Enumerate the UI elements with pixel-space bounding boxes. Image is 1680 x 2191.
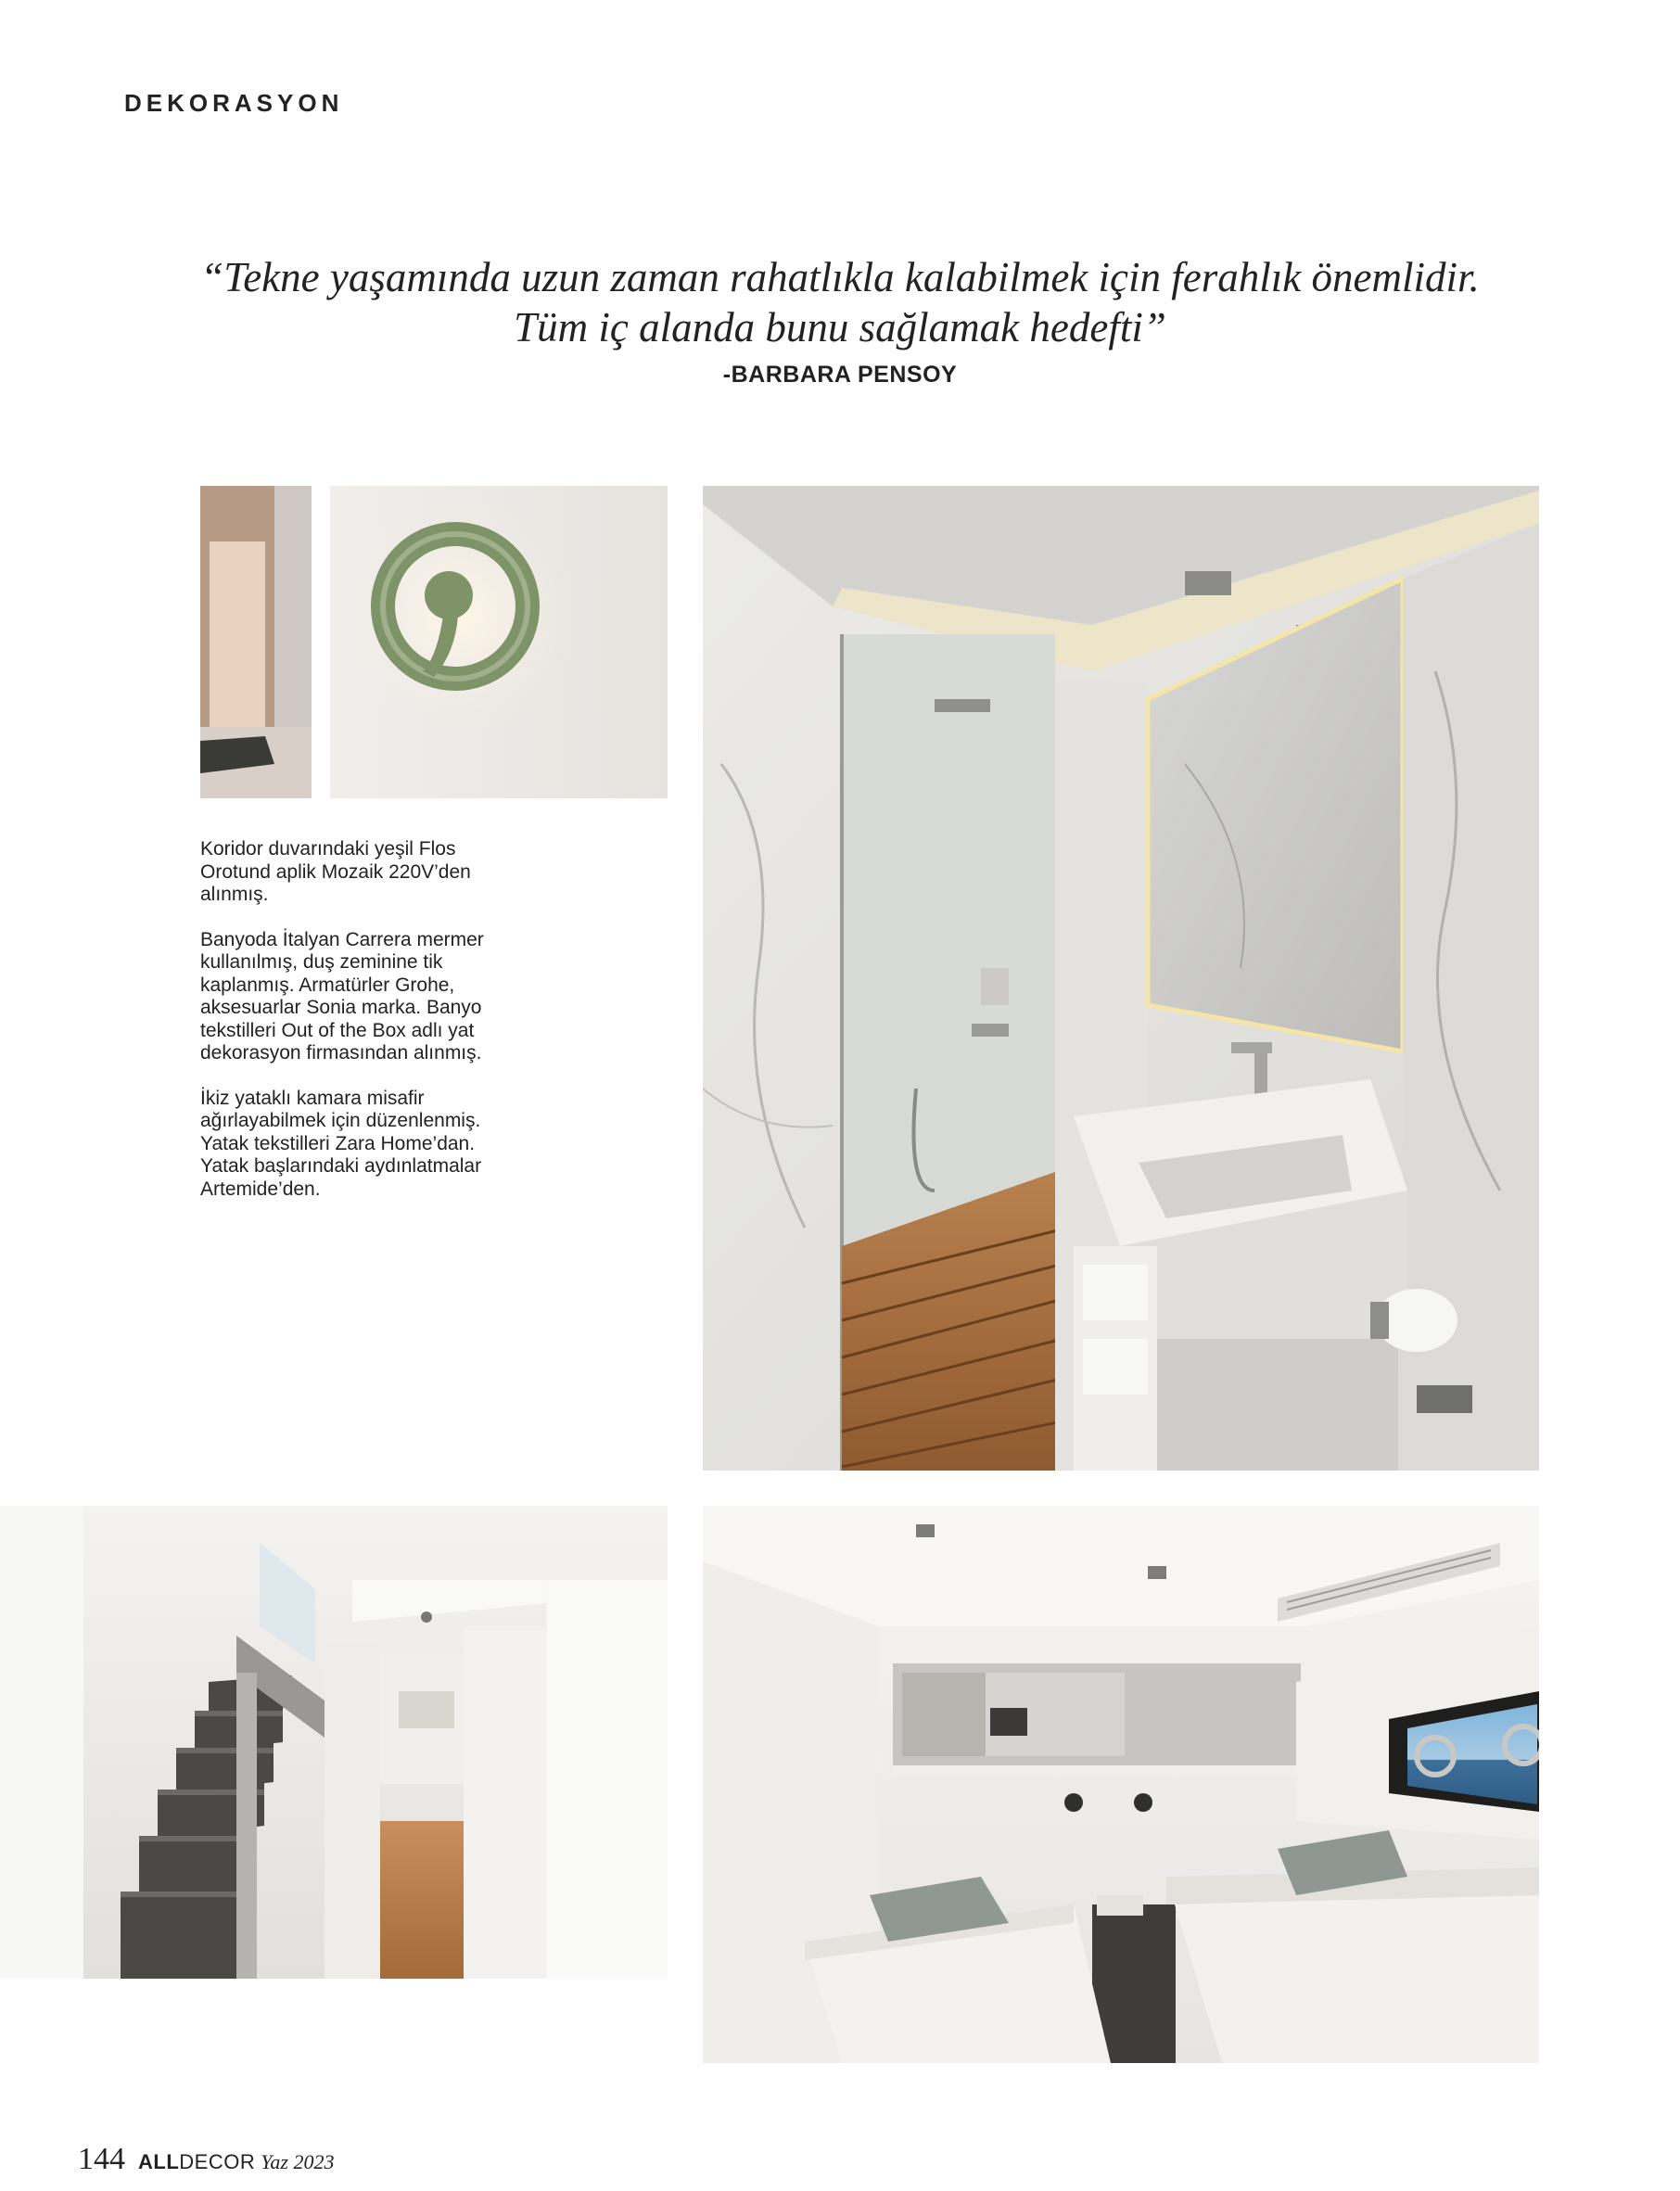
- brand-rest: DECOR: [179, 2150, 256, 2173]
- issue-label: Yaz 2023: [261, 2150, 335, 2173]
- photo-captions: [200, 838, 497, 1223]
- quote-author: -BARBARA PENSOY: [722, 362, 958, 388]
- caption-cabin: İkiz yataklı kamara misafir ağırlayabilmek için düzenlenmiş. Yatak tekstilleri Zara Home’dan. Yatak başlarındaki aydınlatmalar Artemide’den.: [200, 1087, 482, 1200]
- page-footer: [78, 2142, 335, 2177]
- caption-bathroom: Banyoda İtalyan Carrera mermer kullanılmış, duş zeminine tik kaplanmış. Armatürler Grohe, aksesuarlar Sonia marka. Banyo tekstilleri Out of the Box adlı yat dekorasyon firmasından alınmış.: [200, 928, 484, 1064]
- page-number: 144: [78, 2142, 125, 2176]
- pull-quote-line-1: “Tekne yaşamında uzun zaman rahatlıkla kalabilmek için ferahlık önemlidir.: [200, 254, 1480, 300]
- caption-lamp: Koridor duvarındaki yeşil Flos Orotund aplik Mozaik 220V’den alınmış.: [200, 838, 471, 905]
- photo-bathroom: [703, 486, 1539, 1471]
- photo-staircase: [0, 1506, 668, 1979]
- photo-wall-lamp: [200, 486, 668, 798]
- photo-twin-cabin: [703, 1506, 1539, 2063]
- brand-bold: ALL: [138, 2150, 180, 2173]
- magazine-brand: [138, 2150, 255, 2174]
- section-label: DEKORASYON: [124, 89, 344, 117]
- pull-quote: [139, 252, 1541, 352]
- pull-quote-line-2: Tüm iç alanda bunu sağlamak hedefti”: [514, 304, 1166, 350]
